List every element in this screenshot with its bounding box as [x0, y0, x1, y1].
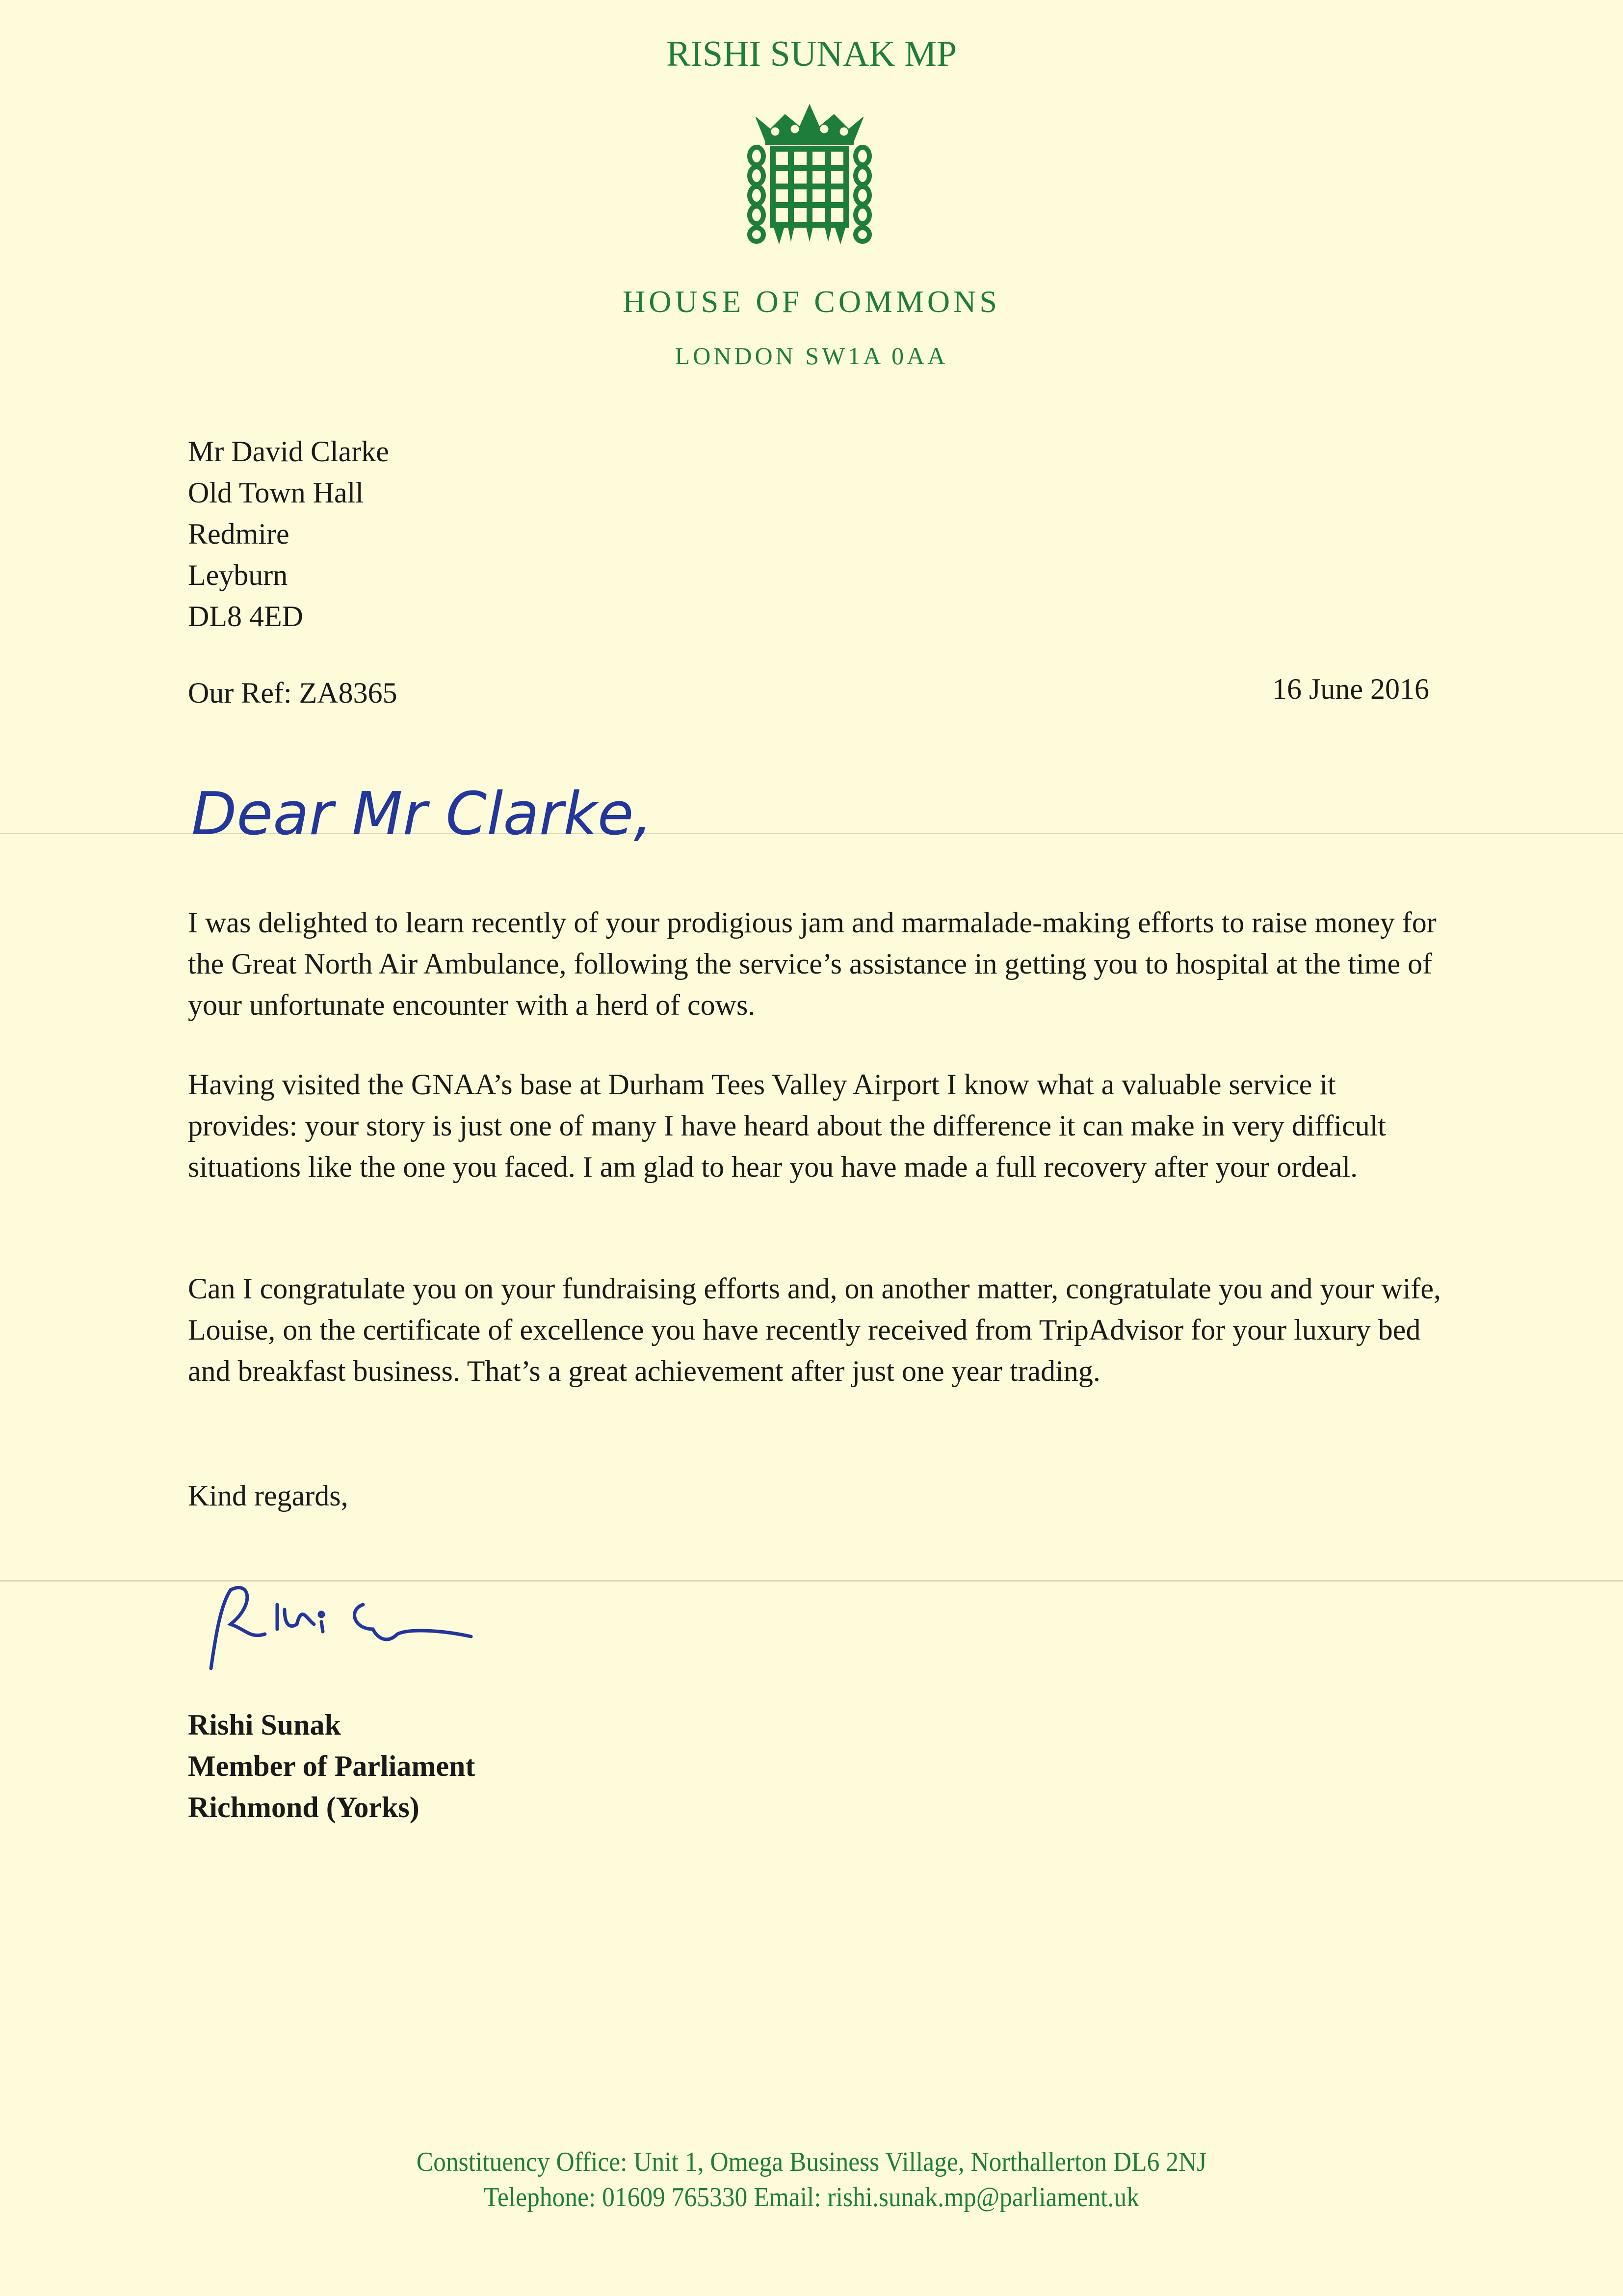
letterhead-institution: HOUSE OF COMMONS [623, 284, 1000, 319]
recipient-address [188, 431, 389, 637]
footer-contact: Telephone: 01609 765330 Email: rishi.sunak.mp@parliament.uk [484, 2182, 1139, 2213]
signatory-title: Member of Parliament [188, 1750, 475, 1782]
handwritten-salutation: Dear Mr Clarke, [191, 780, 653, 848]
address-line: Old Town Hall [188, 476, 364, 509]
signature [191, 1575, 486, 1683]
signatory-constituency: Richmond (Yorks) [188, 1791, 419, 1823]
paragraph: Having visited the GNAA’s base at Durham Tees Valley Airport I know what a valuable service it provides: your story is just one of many I have heard about the difference it can make in very difficult situations like the one you faced. I am glad to hear you have made a full recovery after your ordeal. [188, 1068, 1387, 1183]
reference: Our Ref: ZA8365 [188, 677, 397, 709]
address-line: Mr David Clarke [188, 435, 389, 468]
signatory-block [188, 1704, 475, 1828]
address-line: Redmire [188, 518, 289, 550]
signatory-name: Rishi Sunak [188, 1709, 341, 1741]
paragraph: I was delighted to learn recently of your prodigious jam and marmalade-making efforts to raise money for the Great North Air Ambulance, following the service’s assistance in getting you to hospital at the time of your unfortunate encounter with a herd of cows. [188, 906, 1437, 1021]
address-line: DL8 4ED [188, 600, 303, 633]
paragraph: Can I congratulate you on your fundraising efforts and, on another matter, congratulate you and your wife, Louise, on the certificate of excellence you have recently received from TripAdvisor for your luxury bed and breakfast business. That’s a great achievement after just one year trading. [188, 1272, 1441, 1387]
letterhead-name: RISHI SUNAK MP [666, 34, 957, 74]
closing: Kind regards, [188, 1479, 348, 1512]
letterhead-address: LONDON SW1A 0AA [675, 342, 948, 369]
footer [65, 2144, 1558, 2215]
portcullis-icon [746, 102, 873, 244]
address-line: Leyburn [188, 559, 288, 591]
footer-office: Constituency Office: Unit 1, Omega Business Village, Northallerton DL6 2NJ [416, 2147, 1207, 2177]
letter-date: 16 June 2016 [1272, 673, 1429, 705]
